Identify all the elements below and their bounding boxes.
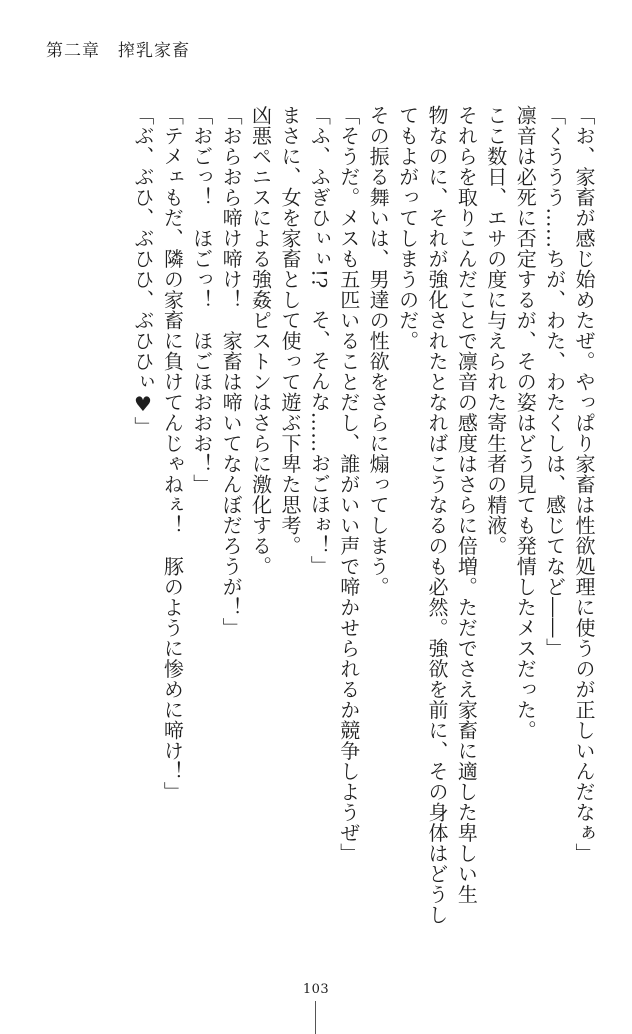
text-line: 凶悪ペニスによる強姦ピストンはさらに激化する。 bbox=[248, 105, 273, 577]
text-line: それらを取りこんだことで凛音の感度はさらに倍増。ただでさえ家畜に適した卑しい生 bbox=[454, 105, 479, 905]
text-line: 「おらおら啼け啼け！ 家畜は啼いてなんぼだろうが！」 bbox=[219, 105, 244, 638]
text-line: 「ふ、ふぎひぃぃ!? そ、そんな……おごほぉ！」 bbox=[307, 105, 332, 576]
text-line: ここ数日、エサの度に与えられた寄生者の精液。 bbox=[483, 105, 508, 556]
text-line: 凛音は必死に否定するが、その姿はどう見ても発情したメスだった。 bbox=[513, 105, 538, 741]
page-number-rule bbox=[315, 1001, 316, 1034]
running-head: 第二章 搾乳家畜 bbox=[46, 41, 190, 61]
text-line: 「くううう……ちが、わた、わたくしは、感じてなど――」 bbox=[542, 105, 567, 659]
text-line: まさに、女を家畜として使って遊ぶ下卑た思考。 bbox=[277, 105, 302, 556]
text-line: その振る舞いは、男達の性欲をさらに煽ってしまう。 bbox=[366, 105, 391, 597]
text-line: 物なのに、それが強化されたとなればこうなるのも必然。強欲を前に、その身体はどうし bbox=[424, 105, 449, 925]
text-line: 「ぶ、ぶひ、ぶひひ、ぶひひぃ♥」 bbox=[130, 105, 155, 437]
text-line: てもよがってしまうのだ。 bbox=[395, 105, 420, 351]
text-line: 「お、家畜が感じ始めたぜ。やっぱり家畜は性欲処理に使うのが正しいんだなぁ」 bbox=[572, 105, 596, 864]
text-line: 「おごっ！ ほごっ！ ほごほおおお！」 bbox=[189, 105, 214, 495]
text-line: 「そうだ。メスも五匹いることだし、誰がいい声で啼かせられるか競争しようぜ」 bbox=[336, 105, 361, 864]
text-line: 「テメェもだ、隣の家畜に負けてんじゃねぇ！ 豚のように惨めに啼け！」 bbox=[160, 105, 185, 802]
body-text bbox=[128, 105, 599, 945]
page-number: 103 bbox=[302, 982, 330, 997]
